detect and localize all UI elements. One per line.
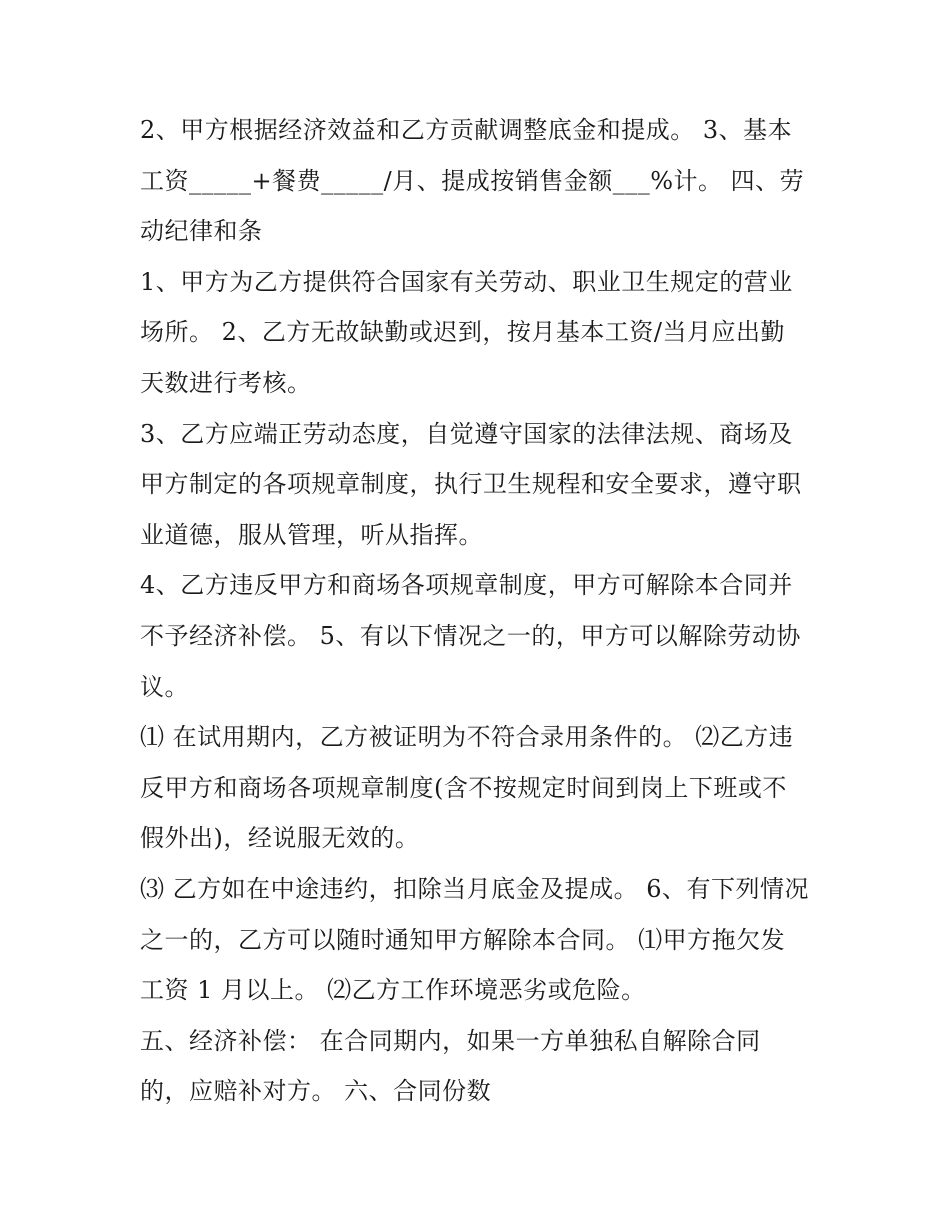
text-line: 4、乙方违反甲方和商场各项规章制度，甲方可解除本合同并 [140,571,793,600]
text-line: 不予经济补偿。 5、有以下情况之一的，甲方可以解除劳动协 [140,621,801,650]
paragraph-6 [140,871,840,1023]
text-line: 工资_____+餐费_____/月、提成按销售金额___%计。 四、劳 [140,166,805,195]
paragraph-3 [140,416,840,568]
paragraph-4 [140,567,840,719]
text-line: ⑶ 乙方如在中途违约，扣除当月底金及提成。 6、有下列情况 [140,874,810,903]
text-line: ⑴ 在试用期内，乙方被证明为不符合录用条件的。 ⑵乙方违 [140,723,794,752]
paragraph-5 [140,719,840,871]
paragraph-1 [140,112,840,264]
text-line: 甲方制定的各项规章制度，执行卫生规程和安全要求，遵守职 [140,470,802,499]
text-line: 2、甲方根据经济效益和乙方贡献调整底金和提成。 3、基本 [140,116,793,144]
paragraph-7 [140,1023,840,1124]
text-line: 议。 [140,672,189,701]
paragraph-2 [140,264,840,416]
text-line: 反甲方和商场各项规章制度(含不按规定时间到岗上下班或不 [140,773,787,802]
document-page [140,112,840,1124]
text-line: 天数进行考核。 [140,368,312,397]
text-line: 业道德，服从管理，听从指挥。 [140,520,483,549]
text-line: 假外出)，经说服无效的。 [140,824,420,853]
text-line: 场所。 2、乙方无故缺勤或迟到，按月基本工资/当月应出勤 [140,318,785,347]
text-line: 动纪律和条 [140,217,263,246]
text-line: 的，应赔补对方。 六、合同份数 [140,1077,492,1106]
text-line: 1、甲方为乙方提供符合国家有关劳动、职业卫生规定的营业 [140,267,793,296]
text-line: 五、经济补偿： 在合同期内，如果一方单独私自解除合同 [140,1026,761,1055]
text-line: 之一的，乙方可以随时通知甲方解除本合同。 ⑴甲方拖欠发 [140,925,786,954]
text-line: 工资 1 月以上。 ⑵乙方工作环境恶劣或危险。 [140,976,646,1005]
text-line: 3、乙方应端正劳动态度，自觉遵守国家的法律法规、商场及 [140,419,793,448]
